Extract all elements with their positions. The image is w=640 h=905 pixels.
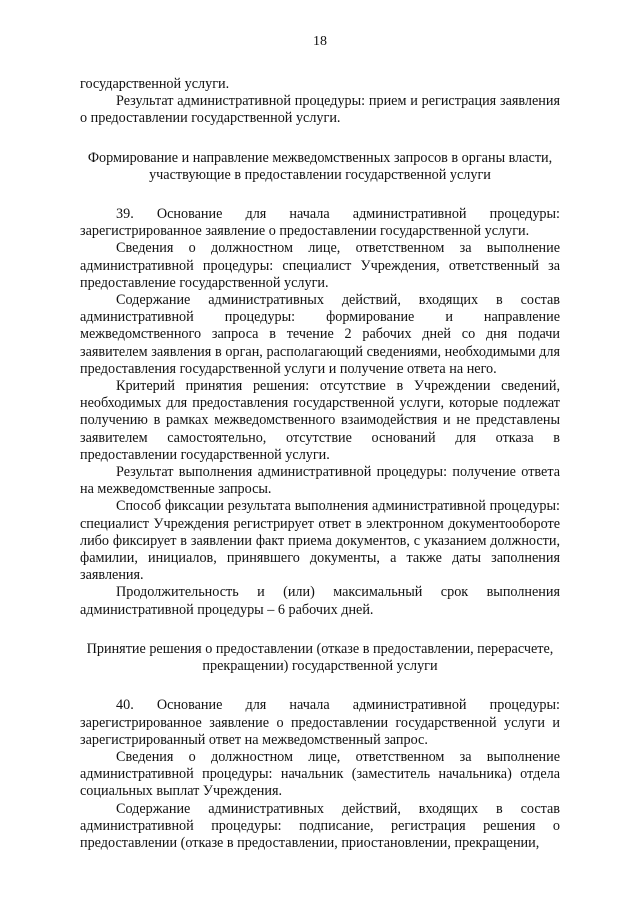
- page-number: 18: [313, 34, 327, 49]
- paragraph: Способ фиксации результата выполнения административной процедуры: специалист Учреждения регистрирует ответ в электронном документообороте либо фиксирует в заявлении факт приема документов, с указанием должности, фамилии, инициалов, принявшего документы, а также даты заполнения заявления.: [80, 498, 560, 584]
- page-content: [80, 76, 560, 852]
- paragraph: 39. Основание для начала административной процедуры: зарегистрированное заявление о предоставлении государственной услуги.: [80, 206, 560, 240]
- paragraph: Критерий принятия решения: отсутствие в Учреждении сведений, необходимых для предоставления государственной услуги, которые подлежат получению в рамках межведомственного взаимодействия и не представлены заявителем самостоятельно, отсутствие оснований для отказа в предоставлении государственной услуги.: [80, 378, 560, 463]
- paragraph: Результат административной процедуры: прием и регистрация заявления о предоставлении государственной услуги.: [80, 93, 560, 127]
- paragraph: Сведения о должностном лице, ответственном за выполнение административной процедуры: начальник (заместитель начальника) отдела социальных выплат Учреждения.: [80, 748, 560, 800]
- section-heading: Формирование и направление межведомственных запросов в органы власти, участвующие в предоставлении государственной услуги: [87, 149, 553, 183]
- paragraph: 40. Основание для начала административной процедуры: зарегистрированное заявление о предоставлении государственной услуги и зарегистрированный ответ на межведомственный запрос.: [80, 697, 560, 748]
- section-heading: Принятие решения о предоставлении (отказе в предоставлении, перерасчете, прекращении) государственной услуги: [86, 640, 554, 675]
- paragraph: Продолжительность и (или) максимальный срок выполнения административной процедуры – 6 рабочих дней.: [80, 584, 560, 618]
- paragraph: государственной услуги.: [80, 76, 230, 92]
- paragraph: Результат выполнения административной процедуры: получение ответа на межведомственные запросы.: [80, 464, 560, 498]
- paragraph: Содержание административных действий, входящих в состав административной процедуры: формирование и направление межведомственного запроса в течение 2 рабочих дней со дня подачи заявителем заявления в орган, располагающий сведениями, необходимыми для предоставления государственной услуги и получение ответа на него.: [80, 292, 560, 377]
- paragraph: Сведения о должностном лице, ответственном за выполнение административной процедуры: специалист Учреждения, ответственный за предоставление государственной услуги.: [80, 240, 560, 291]
- paragraph: Содержание административных действий, входящих в состав административной процедуры: подписание, регистрация решения о предоставлении (отказе в предоставлении, приостановлении, прекращении,: [80, 800, 560, 851]
